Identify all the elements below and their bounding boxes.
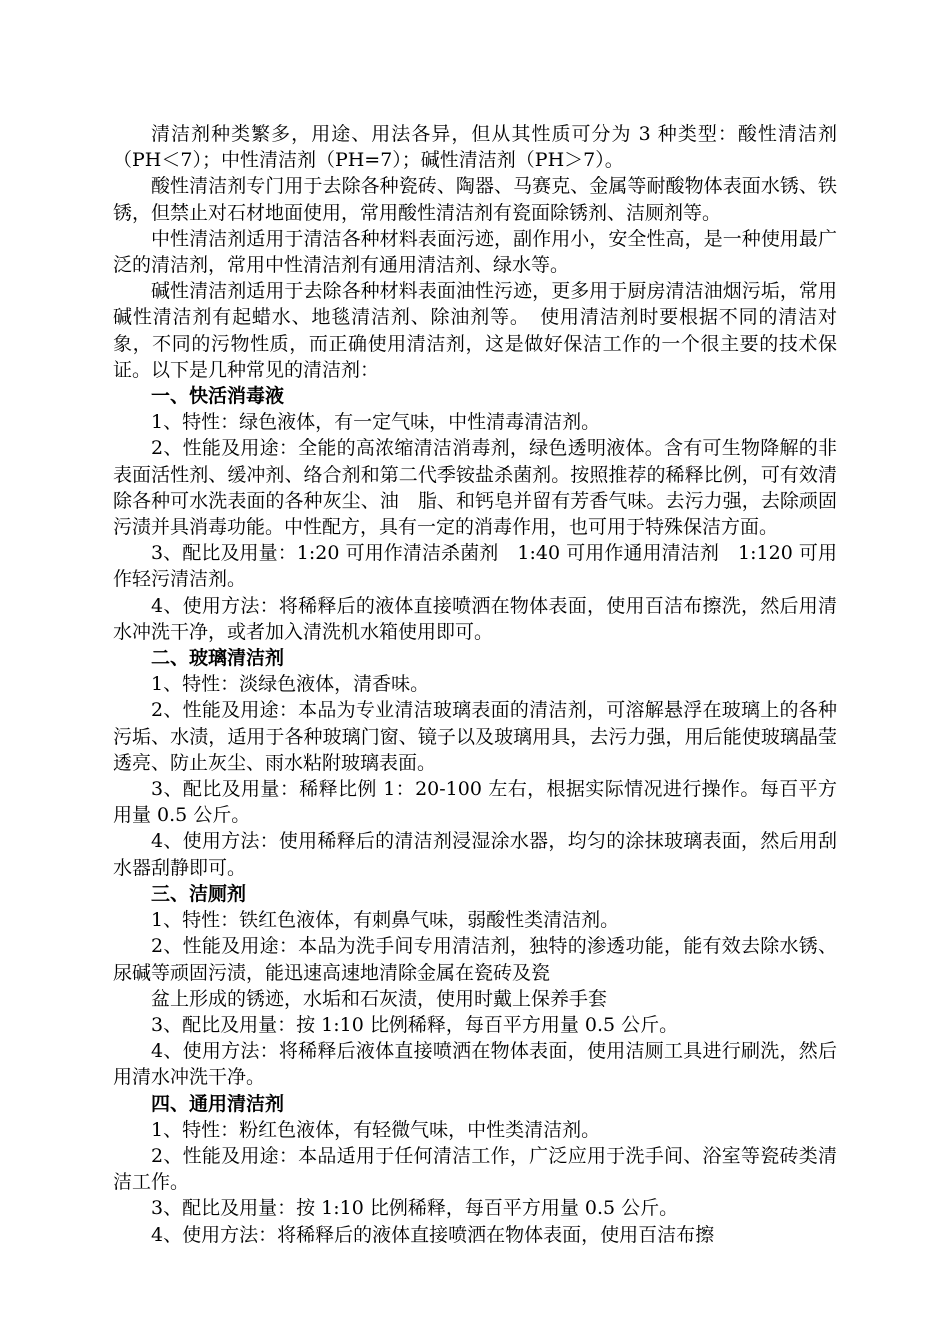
section-heading-glass-cleaner: 二、玻璃清洁剂 [151,647,285,670]
section-heading-general-cleaner: 四、通用清洁剂 [151,1092,285,1115]
glass-cleaner-dilution: 3、配比及用量：稀释比例 1：20-100 左右，根据实际情况进行操作。每百平方用量 0.5 公斤。 [113,778,837,827]
disinfectant-property: 1、特性：绿色液体，有一定气味，中性清毒清洁剂。 [151,411,601,434]
general-cleaner-usage: 2、性能及用途：本品适用于任何清洁工作，广泛应用于洗手间、浴室等瓷砖类清洁工作。 [113,1144,837,1194]
paragraph-acidic-cleaner: 酸性清洁剂专门用于去除各种瓷砖、陶器、马赛克、金属等耐酸物体表面水锈、铁锈，但禁止对石材地面使用，常用酸性清洁剂有瓷面除锈剂、洁厕剂等。 [113,175,837,224]
glass-cleaner-method: 4、使用方法：使用稀释后的清洁剂浸湿涂水器，均匀的涂抹玻璃表面，然后用刮水器刮静即可。 [113,830,837,879]
glass-cleaner-property: 1、特性：淡绿色液体，清香味。 [151,673,430,696]
general-cleaner-property: 1、特性：粉红色液体，有轻微气味，中性类清洁剂。 [151,1118,601,1141]
general-cleaner-dilution: 3、配比及用量：按 1:10 比例稀释，每百平方用量 0.5 公斤。 [151,1197,679,1220]
disinfectant-dilution: 3、配比及用量：1:20 可用作清洁杀菌剂 1:40 可用作通用清洁剂 1:120 可用作轻污清洁剂。 [113,542,837,591]
toilet-cleaner-usage-continued: 盆上形成的锈迹，水垢和石灰渍，使用时戴上保养手套 [151,987,608,1010]
toilet-cleaner-dilution: 3、配比及用量：按 1:10 比例稀释，每百平方用量 0.5 公斤。 [151,1013,679,1036]
paragraph-neutral-cleaner: 中性清洁剂适用于清洁各种材料表面污迹，副作用小，安全性高，是一种使用最广泛的清洁剂，常用中性清洁剂有通用清洁剂、绿水等。 [113,227,837,277]
section-heading-toilet-cleaner: 三、洁厕剂 [151,882,247,905]
toilet-cleaner-usage: 2、性能及用途：本品为洗手间专用清洁剂，独特的渗透功能，能有效去除水锈、尿碱等顽固污渍，能迅速高速地清除金属在瓷砖及瓷 [113,935,837,984]
general-cleaner-method: 4、使用方法：将稀释后的液体直接喷洒在物体表面，使用百洁布擦 [151,1223,715,1246]
disinfectant-method: 4、使用方法：将稀释后的液体直接喷洒在物体表面，使用百洁布擦洗，然后用清水冲洗干净，或者加入清洗机水箱使用即可。 [113,594,837,643]
paragraph-alkaline-cleaner: 碱性清洁剂适用于去除各种材料表面油性污迹，更多用于厨房清洁油烟污垢，常用碱性清洁剂有起蜡水、地毯清洁剂、除油剂等。 使用清洁剂时要根据不同的清洁对象，不同的污物性质，而正确使用清洁剂，这是做好保洁工作的一个很主要的技术保证。以下是几种常见的清洁剂： [113,280,837,381]
paragraph-intro: 清洁剂种类繁多，用途、用法各异，但从其性质可分为 3 种类型：酸性清洁剂（PH＜7）；中性清洁剂（PH=7）；碱性清洁剂（PH＞7）。 [113,123,837,172]
document-body [113,121,837,1248]
toilet-cleaner-method: 4、使用方法：将稀释后液体直接喷洒在物体表面，使用洁厕工具进行刷洗，然后用清水冲洗干净。 [113,1040,837,1089]
toilet-cleaner-property: 1、特性：铁红色液体，有刺鼻气味，弱酸性类清洁剂。 [151,909,620,932]
disinfectant-usage: 2、性能及用途：全能的高浓缩清洁消毒剂，绿色透明液体。含有可生物降解的非表面活性剂、缓冲剂、络合剂和第二代季铵盐杀菌剂。按照推荐的稀释比例，可有效清除各种可水洗表面的各种灰尘、油 脂、和钙皂并留有芳香气味。去污力强，去除顽固污渍并具消毒功能。中性配方，具有一定的消毒作用，也可用于特殊保洁方面。 [113,437,837,539]
section-heading-disinfectant: 一、快活消毒液 [151,385,285,408]
glass-cleaner-usage: 2、性能及用途：本品为专业清洁玻璃表面的清洁剂，可溶解悬浮在玻璃上的各种污垢、水渍，适用于各种玻璃门窗、镜子以及玻璃用具，去污力强，用后能使玻璃晶莹透亮、防止灰尘、雨水粘附玻璃表面。 [113,699,837,774]
